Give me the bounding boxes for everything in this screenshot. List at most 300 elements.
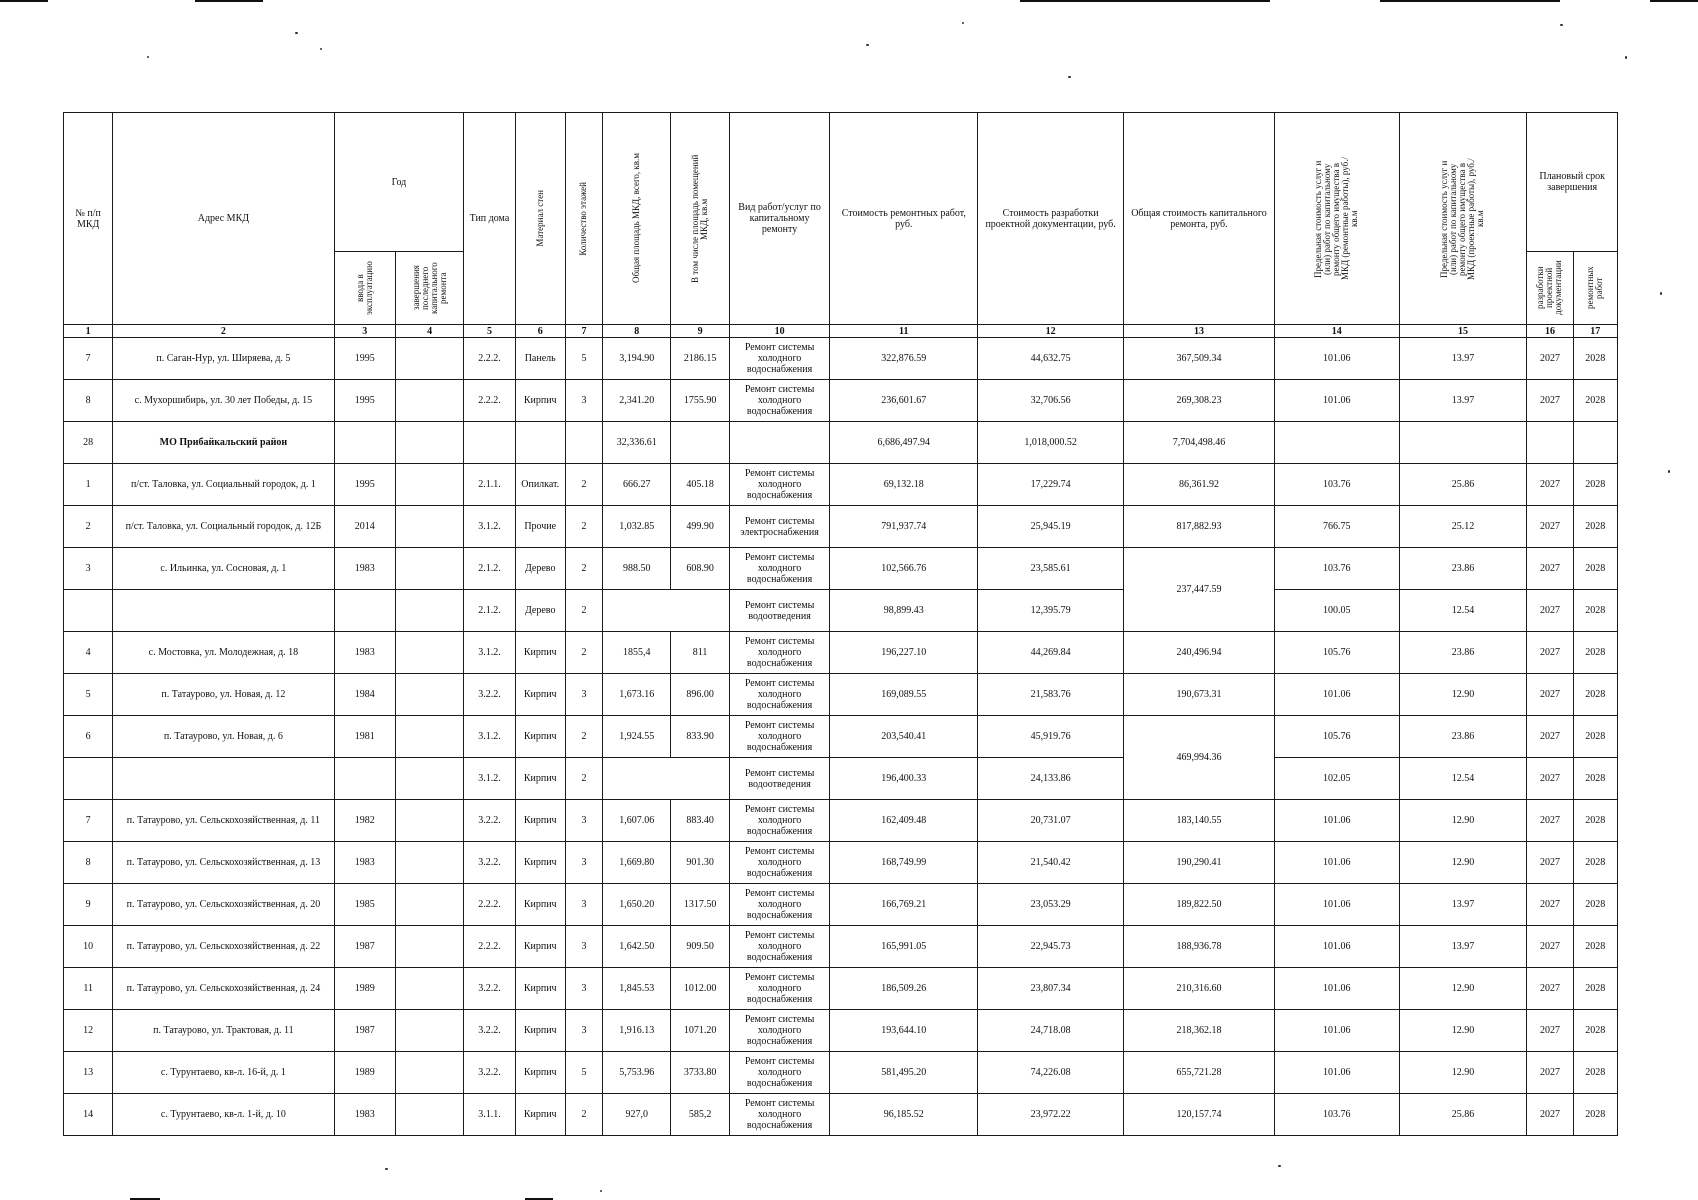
repair-cost-cell: 162,409.48 (830, 800, 978, 842)
repair-deadline-cell: 2028 (1573, 758, 1617, 800)
premises-area-cell: 1317.50 (671, 884, 729, 926)
max-cost-repair-cell: 101.06 (1274, 674, 1399, 716)
column-number: 1 (64, 325, 113, 338)
premises-area-cell: 3733.80 (671, 1052, 729, 1094)
wall-material-cell (515, 422, 565, 464)
address-cell: п. Татаурово, ул. Сельскохозяйственная, д. 24 (113, 968, 334, 1010)
repair-cost-cell: 6,686,497.94 (830, 422, 978, 464)
repair-deadline-cell: 2028 (1573, 338, 1617, 380)
year-built-cell: 2014 (334, 506, 395, 548)
house-type-cell: 2.2.2. (464, 926, 515, 968)
scan-edge-mark (1020, 0, 1270, 2)
address-cell (113, 758, 334, 800)
repair-deadline-cell: 2028 (1573, 926, 1617, 968)
total-area-cell: 1,669.80 (603, 842, 671, 884)
repair-cost-cell: 203,540.41 (830, 716, 978, 758)
total-area-cell: 988.50 (603, 548, 671, 590)
house-type-cell: 3.2.2. (464, 968, 515, 1010)
design-cost-cell: 21,540.42 (978, 842, 1124, 884)
repair-deadline-cell: 2028 (1573, 380, 1617, 422)
total-area-cell (603, 758, 730, 800)
repair-cost-cell: 69,132.18 (830, 464, 978, 506)
address-cell: с. Турунтаево, кв-л. 16-й, д. 1 (113, 1052, 334, 1094)
total-area-cell: 1,650.20 (603, 884, 671, 926)
premises-area-cell: 833.90 (671, 716, 729, 758)
year-repair-cell (395, 338, 463, 380)
year-built-cell: 1984 (334, 674, 395, 716)
year-built-cell: 1982 (334, 800, 395, 842)
wall-material-cell: Кирпич (515, 884, 565, 926)
wall-material-cell: Кирпич (515, 758, 565, 800)
work-type-cell: Ремонт системы холодного водоснабжения (729, 1094, 830, 1136)
header-max-cost-design: Предельная стоимость услуг и (или) работ по капитальному ремонту общего имущества в МКД (проектные работы), руб./кв.м (1399, 113, 1527, 325)
total-cost-cell: 188,936.78 (1124, 926, 1275, 968)
premises-area-cell: 909.50 (671, 926, 729, 968)
repair-cost-cell: 169,089.55 (830, 674, 978, 716)
work-type-cell: Ремонт системы холодного водоснабжения (729, 1052, 830, 1094)
header-year-commissioned: ввода в эксплуатацию (334, 252, 395, 325)
wall-material-cell: Дерево (515, 548, 565, 590)
max-cost-design-cell (1399, 422, 1527, 464)
year-repair-cell (395, 1052, 463, 1094)
work-type-cell: Ремонт системы холодного водоснабжения (729, 1010, 830, 1052)
total-area-cell: 1855,4 (603, 632, 671, 674)
design-cost-cell: 12,395.79 (978, 590, 1124, 632)
year-built-cell: 1995 (334, 380, 395, 422)
design-cost-cell: 25,945.19 (978, 506, 1124, 548)
house-type-cell: 2.2.2. (464, 380, 515, 422)
floors-cell: 2 (565, 1094, 602, 1136)
wall-material-cell: Кирпич (515, 1052, 565, 1094)
year-built-cell: 1995 (334, 464, 395, 506)
design-cost-cell: 17,229.74 (978, 464, 1124, 506)
table-row (64, 338, 1618, 380)
premises-area-cell: 883.40 (671, 800, 729, 842)
year-repair-cell (395, 632, 463, 674)
max-cost-repair-cell: 105.76 (1274, 632, 1399, 674)
wall-material-cell: Кирпич (515, 968, 565, 1010)
max-cost-design-cell: 12.90 (1399, 674, 1527, 716)
repair-cost-cell: 236,601.67 (830, 380, 978, 422)
table-row (64, 422, 1618, 464)
year-repair-cell (395, 422, 463, 464)
wall-material-cell: Панель (515, 338, 565, 380)
scan-speck (320, 48, 322, 50)
table-row (64, 506, 1618, 548)
column-number: 16 (1527, 325, 1573, 338)
total-area-cell: 32,336.61 (603, 422, 671, 464)
design-deadline-cell: 2027 (1527, 548, 1573, 590)
premises-area-cell: 1012.00 (671, 968, 729, 1010)
design-cost-cell: 23,053.29 (978, 884, 1124, 926)
column-number: 13 (1124, 325, 1275, 338)
work-type-cell: Ремонт системы водоотведения (729, 758, 830, 800)
work-type-cell: Ремонт системы холодного водоснабжения (729, 842, 830, 884)
design-deadline-cell: 2027 (1527, 1052, 1573, 1094)
max-cost-design-cell: 12.90 (1399, 842, 1527, 884)
number-cell: 3 (64, 548, 113, 590)
max-cost-repair-cell: 103.76 (1274, 548, 1399, 590)
number-cell: 13 (64, 1052, 113, 1094)
header-total-cost: Общая стоимость капитального ремонта, руб. (1124, 113, 1275, 325)
design-cost-cell: 23,807.34 (978, 968, 1124, 1010)
max-cost-design-cell: 25.12 (1399, 506, 1527, 548)
max-cost-repair-cell: 101.06 (1274, 1010, 1399, 1052)
table-row (64, 464, 1618, 506)
total-cost-cell: 655,721.28 (1124, 1052, 1275, 1094)
max-cost-repair-cell: 101.06 (1274, 338, 1399, 380)
floors-cell: 2 (565, 632, 602, 674)
design-cost-cell: 44,632.75 (978, 338, 1124, 380)
total-area-cell: 1,924.55 (603, 716, 671, 758)
total-cost-cell: 218,362.18 (1124, 1010, 1275, 1052)
design-deadline-cell: 2027 (1527, 968, 1573, 1010)
year-repair-cell (395, 464, 463, 506)
premises-area-cell: 1755.90 (671, 380, 729, 422)
year-built-cell: 1985 (334, 884, 395, 926)
year-built-cell: 1983 (334, 548, 395, 590)
header-number: № п/п МКД (64, 113, 113, 325)
address-cell: с. Турунтаево, кв-л. 1-й, д. 10 (113, 1094, 334, 1136)
scan-speck (147, 56, 149, 58)
wall-material-cell: Кирпич (515, 1094, 565, 1136)
number-cell: 14 (64, 1094, 113, 1136)
house-type-cell (464, 422, 515, 464)
house-type-cell: 3.2.2. (464, 842, 515, 884)
design-deadline-cell: 2027 (1527, 716, 1573, 758)
number-cell: 6 (64, 716, 113, 758)
total-cost-cell: 189,822.50 (1124, 884, 1275, 926)
max-cost-repair-cell: 101.06 (1274, 968, 1399, 1010)
address-cell: п/ст. Таловка, ул. Социальный городок, д. 12Б (113, 506, 334, 548)
year-built-cell: 1983 (334, 1094, 395, 1136)
floors-cell: 3 (565, 926, 602, 968)
design-deadline-cell: 2027 (1527, 926, 1573, 968)
max-cost-repair-cell: 105.76 (1274, 716, 1399, 758)
year-built-cell: 1989 (334, 968, 395, 1010)
address-cell: с. Мухоршибирь, ул. 30 лет Победы, д. 15 (113, 380, 334, 422)
house-type-cell: 2.1.2. (464, 590, 515, 632)
column-number: 17 (1573, 325, 1617, 338)
max-cost-design-cell: 12.54 (1399, 590, 1527, 632)
design-cost-cell: 74,226.08 (978, 1052, 1124, 1094)
wall-material-cell: Кирпич (515, 674, 565, 716)
house-type-cell: 3.1.2. (464, 716, 515, 758)
wall-material-cell: Кирпич (515, 716, 565, 758)
year-built-cell: 1981 (334, 716, 395, 758)
work-type-cell: Ремонт системы холодного водоснабжения (729, 674, 830, 716)
max-cost-repair-cell: 101.06 (1274, 926, 1399, 968)
max-cost-design-cell: 25.86 (1399, 1094, 1527, 1136)
work-type-cell: Ремонт системы холодного водоснабжения (729, 380, 830, 422)
scan-speck (1668, 470, 1670, 473)
wall-material-cell: Кирпич (515, 1010, 565, 1052)
year-built-cell: 1983 (334, 632, 395, 674)
total-cost-cell: 210,316.60 (1124, 968, 1275, 1010)
design-cost-cell: 1,018,000.52 (978, 422, 1124, 464)
max-cost-design-cell: 12.90 (1399, 1010, 1527, 1052)
year-repair-cell (395, 1010, 463, 1052)
number-cell: 9 (64, 884, 113, 926)
floors-cell: 5 (565, 1052, 602, 1094)
total-cost-cell: 190,290.41 (1124, 842, 1275, 884)
max-cost-design-cell: 13.97 (1399, 338, 1527, 380)
max-cost-design-cell: 25.86 (1399, 464, 1527, 506)
year-repair-cell (395, 842, 463, 884)
total-cost-cell: 7,704,498.46 (1124, 422, 1275, 464)
house-type-cell: 3.2.2. (464, 800, 515, 842)
address-cell (113, 590, 334, 632)
scan-speck (962, 22, 964, 24)
scan-edge-mark (195, 0, 263, 2)
design-cost-cell: 20,731.07 (978, 800, 1124, 842)
number-cell: 4 (64, 632, 113, 674)
column-number: 10 (729, 325, 830, 338)
scan-speck (600, 1190, 602, 1192)
number-cell: 8 (64, 380, 113, 422)
header-wall-material: Материал стен (515, 113, 565, 325)
number-cell: 2 (64, 506, 113, 548)
column-number: 11 (830, 325, 978, 338)
work-type-cell: Ремонт системы холодного водоснабжения (729, 926, 830, 968)
floors-cell: 5 (565, 338, 602, 380)
address-cell: п. Татаурово, ул. Сельскохозяйственная, д. 20 (113, 884, 334, 926)
premises-area-cell: 585,2 (671, 1094, 729, 1136)
number-cell: 10 (64, 926, 113, 968)
house-type-cell: 3.1.2. (464, 632, 515, 674)
header-premises-area: В том числе площадь помещений МКД, кв.м (671, 113, 729, 325)
column-number: 8 (603, 325, 671, 338)
design-cost-cell: 32,706.56 (978, 380, 1124, 422)
total-cost-cell: 817,882.93 (1124, 506, 1275, 548)
house-type-cell: 3.1.2. (464, 758, 515, 800)
column-number: 4 (395, 325, 463, 338)
address-cell: п. Татаурово, ул. Сельскохозяйственная, д. 13 (113, 842, 334, 884)
max-cost-repair-cell: 101.06 (1274, 380, 1399, 422)
design-deadline-cell: 2027 (1527, 842, 1573, 884)
repair-cost-cell: 102,566.76 (830, 548, 978, 590)
table-row (64, 926, 1618, 968)
max-cost-design-cell: 13.97 (1399, 884, 1527, 926)
scan-speck (1560, 24, 1563, 26)
table-row (64, 380, 1618, 422)
floors-cell: 2 (565, 506, 602, 548)
column-number: 6 (515, 325, 565, 338)
floors-cell: 2 (565, 464, 602, 506)
year-built-cell: 1987 (334, 926, 395, 968)
total-cost-cell: 269,308.23 (1124, 380, 1275, 422)
year-repair-cell (395, 758, 463, 800)
address-cell: п/ст. Таловка, ул. Социальный городок, д. 1 (113, 464, 334, 506)
design-deadline-cell: 2027 (1527, 1010, 1573, 1052)
floors-cell: 2 (565, 716, 602, 758)
wall-material-cell: Кирпич (515, 632, 565, 674)
design-deadline-cell: 2027 (1527, 380, 1573, 422)
table-row (64, 548, 1618, 590)
premises-area-cell: 896.00 (671, 674, 729, 716)
work-type-cell: Ремонт системы холодного водоснабжения (729, 548, 830, 590)
header-house-type: Тип дома (464, 113, 515, 325)
work-type-cell: Ремонт системы холодного водоснабжения (729, 968, 830, 1010)
year-built-cell: 1983 (334, 842, 395, 884)
design-deadline-cell: 2027 (1527, 1094, 1573, 1136)
design-cost-cell: 23,972.22 (978, 1094, 1124, 1136)
repair-cost-cell: 193,644.10 (830, 1010, 978, 1052)
work-type-cell: Ремонт системы электроснабжения (729, 506, 830, 548)
wall-material-cell: Кирпич (515, 380, 565, 422)
design-deadline-cell: 2027 (1527, 884, 1573, 926)
number-cell: 1 (64, 464, 113, 506)
total-area-cell: 1,673.16 (603, 674, 671, 716)
total-cost-cell: 469,994.36 (1124, 716, 1275, 800)
year-repair-cell (395, 800, 463, 842)
max-cost-design-cell: 12.90 (1399, 800, 1527, 842)
year-repair-cell (395, 380, 463, 422)
year-built-cell (334, 590, 395, 632)
total-cost-cell: 237,447.59 (1124, 548, 1275, 632)
max-cost-repair-cell: 101.06 (1274, 884, 1399, 926)
design-deadline-cell: 2027 (1527, 506, 1573, 548)
scan-edge-mark (1650, 0, 1698, 2)
max-cost-design-cell: 12.54 (1399, 758, 1527, 800)
floors-cell: 2 (565, 758, 602, 800)
capital-repair-register-table (63, 112, 1618, 1136)
design-deadline-cell: 2027 (1527, 758, 1573, 800)
total-cost-cell: 190,673.31 (1124, 674, 1275, 716)
premises-area-cell: 499.90 (671, 506, 729, 548)
header-max-cost-repair: Предельная стоимость услуг и (или) работ по капитальному ремонту общего имущества в МКД (ремонтные работы), руб./кв.м (1274, 113, 1399, 325)
address-cell: п. Татаурово, ул. Новая, д. 6 (113, 716, 334, 758)
column-number-row (64, 325, 1618, 338)
table-row (64, 590, 1618, 632)
year-repair-cell (395, 674, 463, 716)
design-cost-cell: 24,718.08 (978, 1010, 1124, 1052)
premises-area-cell (671, 422, 729, 464)
address-cell: п. Татаурово, ул. Новая, д. 12 (113, 674, 334, 716)
max-cost-design-cell: 23.86 (1399, 716, 1527, 758)
number-cell: 12 (64, 1010, 113, 1052)
total-area-cell: 1,916.13 (603, 1010, 671, 1052)
header-year: Год (334, 113, 464, 252)
floors-cell: 3 (565, 842, 602, 884)
column-number: 15 (1399, 325, 1527, 338)
year-repair-cell (395, 926, 463, 968)
max-cost-repair-cell: 102.05 (1274, 758, 1399, 800)
floors-cell: 3 (565, 884, 602, 926)
header-floors: Количество этажей (565, 113, 602, 325)
address-cell: с. Ильинка, ул. Сосновая, д. 1 (113, 548, 334, 590)
year-repair-cell (395, 506, 463, 548)
table-row (64, 758, 1618, 800)
year-built-cell: 1989 (334, 1052, 395, 1094)
number-cell: 28 (64, 422, 113, 464)
scan-speck (1278, 1165, 1281, 1167)
work-type-cell (729, 422, 830, 464)
wall-material-cell: Кирпич (515, 842, 565, 884)
repair-cost-cell: 168,749.99 (830, 842, 978, 884)
max-cost-repair-cell: 101.06 (1274, 1052, 1399, 1094)
max-cost-design-cell: 12.90 (1399, 1052, 1527, 1094)
design-deadline-cell: 2027 (1527, 464, 1573, 506)
table-row (64, 1010, 1618, 1052)
header-work-type: Вид работ/услуг по капитальному ремонту (729, 113, 830, 325)
scan-edge-mark (1380, 0, 1560, 2)
design-cost-cell: 45,919.76 (978, 716, 1124, 758)
column-number: 5 (464, 325, 515, 338)
table-row (64, 1052, 1618, 1094)
floors-cell: 3 (565, 380, 602, 422)
table-row (64, 842, 1618, 884)
total-cost-cell: 86,361.92 (1124, 464, 1275, 506)
house-type-cell: 3.1.1. (464, 1094, 515, 1136)
max-cost-repair-cell: 101.06 (1274, 800, 1399, 842)
house-type-cell: 2.1.1. (464, 464, 515, 506)
number-cell (64, 758, 113, 800)
year-repair-cell (395, 884, 463, 926)
total-area-cell: 1,845.53 (603, 968, 671, 1010)
address-cell: п. Татаурово, ул. Сельскохозяйственная, д. 22 (113, 926, 334, 968)
max-cost-repair-cell: 766.75 (1274, 506, 1399, 548)
year-built-cell (334, 758, 395, 800)
floors-cell: 3 (565, 1010, 602, 1052)
house-type-cell: 3.2.2. (464, 674, 515, 716)
year-repair-cell (395, 1094, 463, 1136)
design-cost-cell: 23,585.61 (978, 548, 1124, 590)
year-built-cell (334, 422, 395, 464)
design-deadline-cell: 2027 (1527, 590, 1573, 632)
column-number: 7 (565, 325, 602, 338)
scan-edge-mark (0, 0, 48, 2)
work-type-cell: Ремонт системы холодного водоснабжения (729, 800, 830, 842)
header-design-cost: Стоимость разработки проектной документации, руб. (978, 113, 1124, 325)
design-cost-cell: 21,583.76 (978, 674, 1124, 716)
design-deadline-cell (1527, 422, 1573, 464)
house-type-cell: 3.1.2. (464, 506, 515, 548)
year-repair-cell (395, 968, 463, 1010)
premises-area-cell: 405.18 (671, 464, 729, 506)
repair-deadline-cell: 2028 (1573, 632, 1617, 674)
column-number: 14 (1274, 325, 1399, 338)
house-type-cell: 2.1.2. (464, 548, 515, 590)
total-area-cell: 1,607.06 (603, 800, 671, 842)
repair-cost-cell: 98,899.43 (830, 590, 978, 632)
design-cost-cell: 24,133.86 (978, 758, 1124, 800)
premises-area-cell: 811 (671, 632, 729, 674)
table-row (64, 716, 1618, 758)
floors-cell: 2 (565, 548, 602, 590)
total-area-cell: 927,0 (603, 1094, 671, 1136)
number-cell: 7 (64, 800, 113, 842)
header-deadline-design: разработки проектной документации (1527, 252, 1573, 325)
address-cell: п. Татаурово, ул. Трактовая, д. 11 (113, 1010, 334, 1052)
max-cost-design-cell: 13.97 (1399, 926, 1527, 968)
total-cost-cell: 183,140.55 (1124, 800, 1275, 842)
header-planned-deadline: Плановый срок завершения (1527, 113, 1618, 252)
wall-material-cell: Дерево (515, 590, 565, 632)
design-cost-cell: 44,269.84 (978, 632, 1124, 674)
repair-cost-cell: 196,400.33 (830, 758, 978, 800)
scan-speck (385, 1168, 388, 1170)
column-number: 3 (334, 325, 395, 338)
floors-cell: 3 (565, 968, 602, 1010)
floors-cell: 3 (565, 800, 602, 842)
max-cost-repair-cell (1274, 422, 1399, 464)
repair-deadline-cell: 2028 (1573, 464, 1617, 506)
design-deadline-cell: 2027 (1527, 674, 1573, 716)
repair-deadline-cell: 2028 (1573, 506, 1617, 548)
total-cost-cell: 120,157.74 (1124, 1094, 1275, 1136)
column-number: 2 (113, 325, 334, 338)
